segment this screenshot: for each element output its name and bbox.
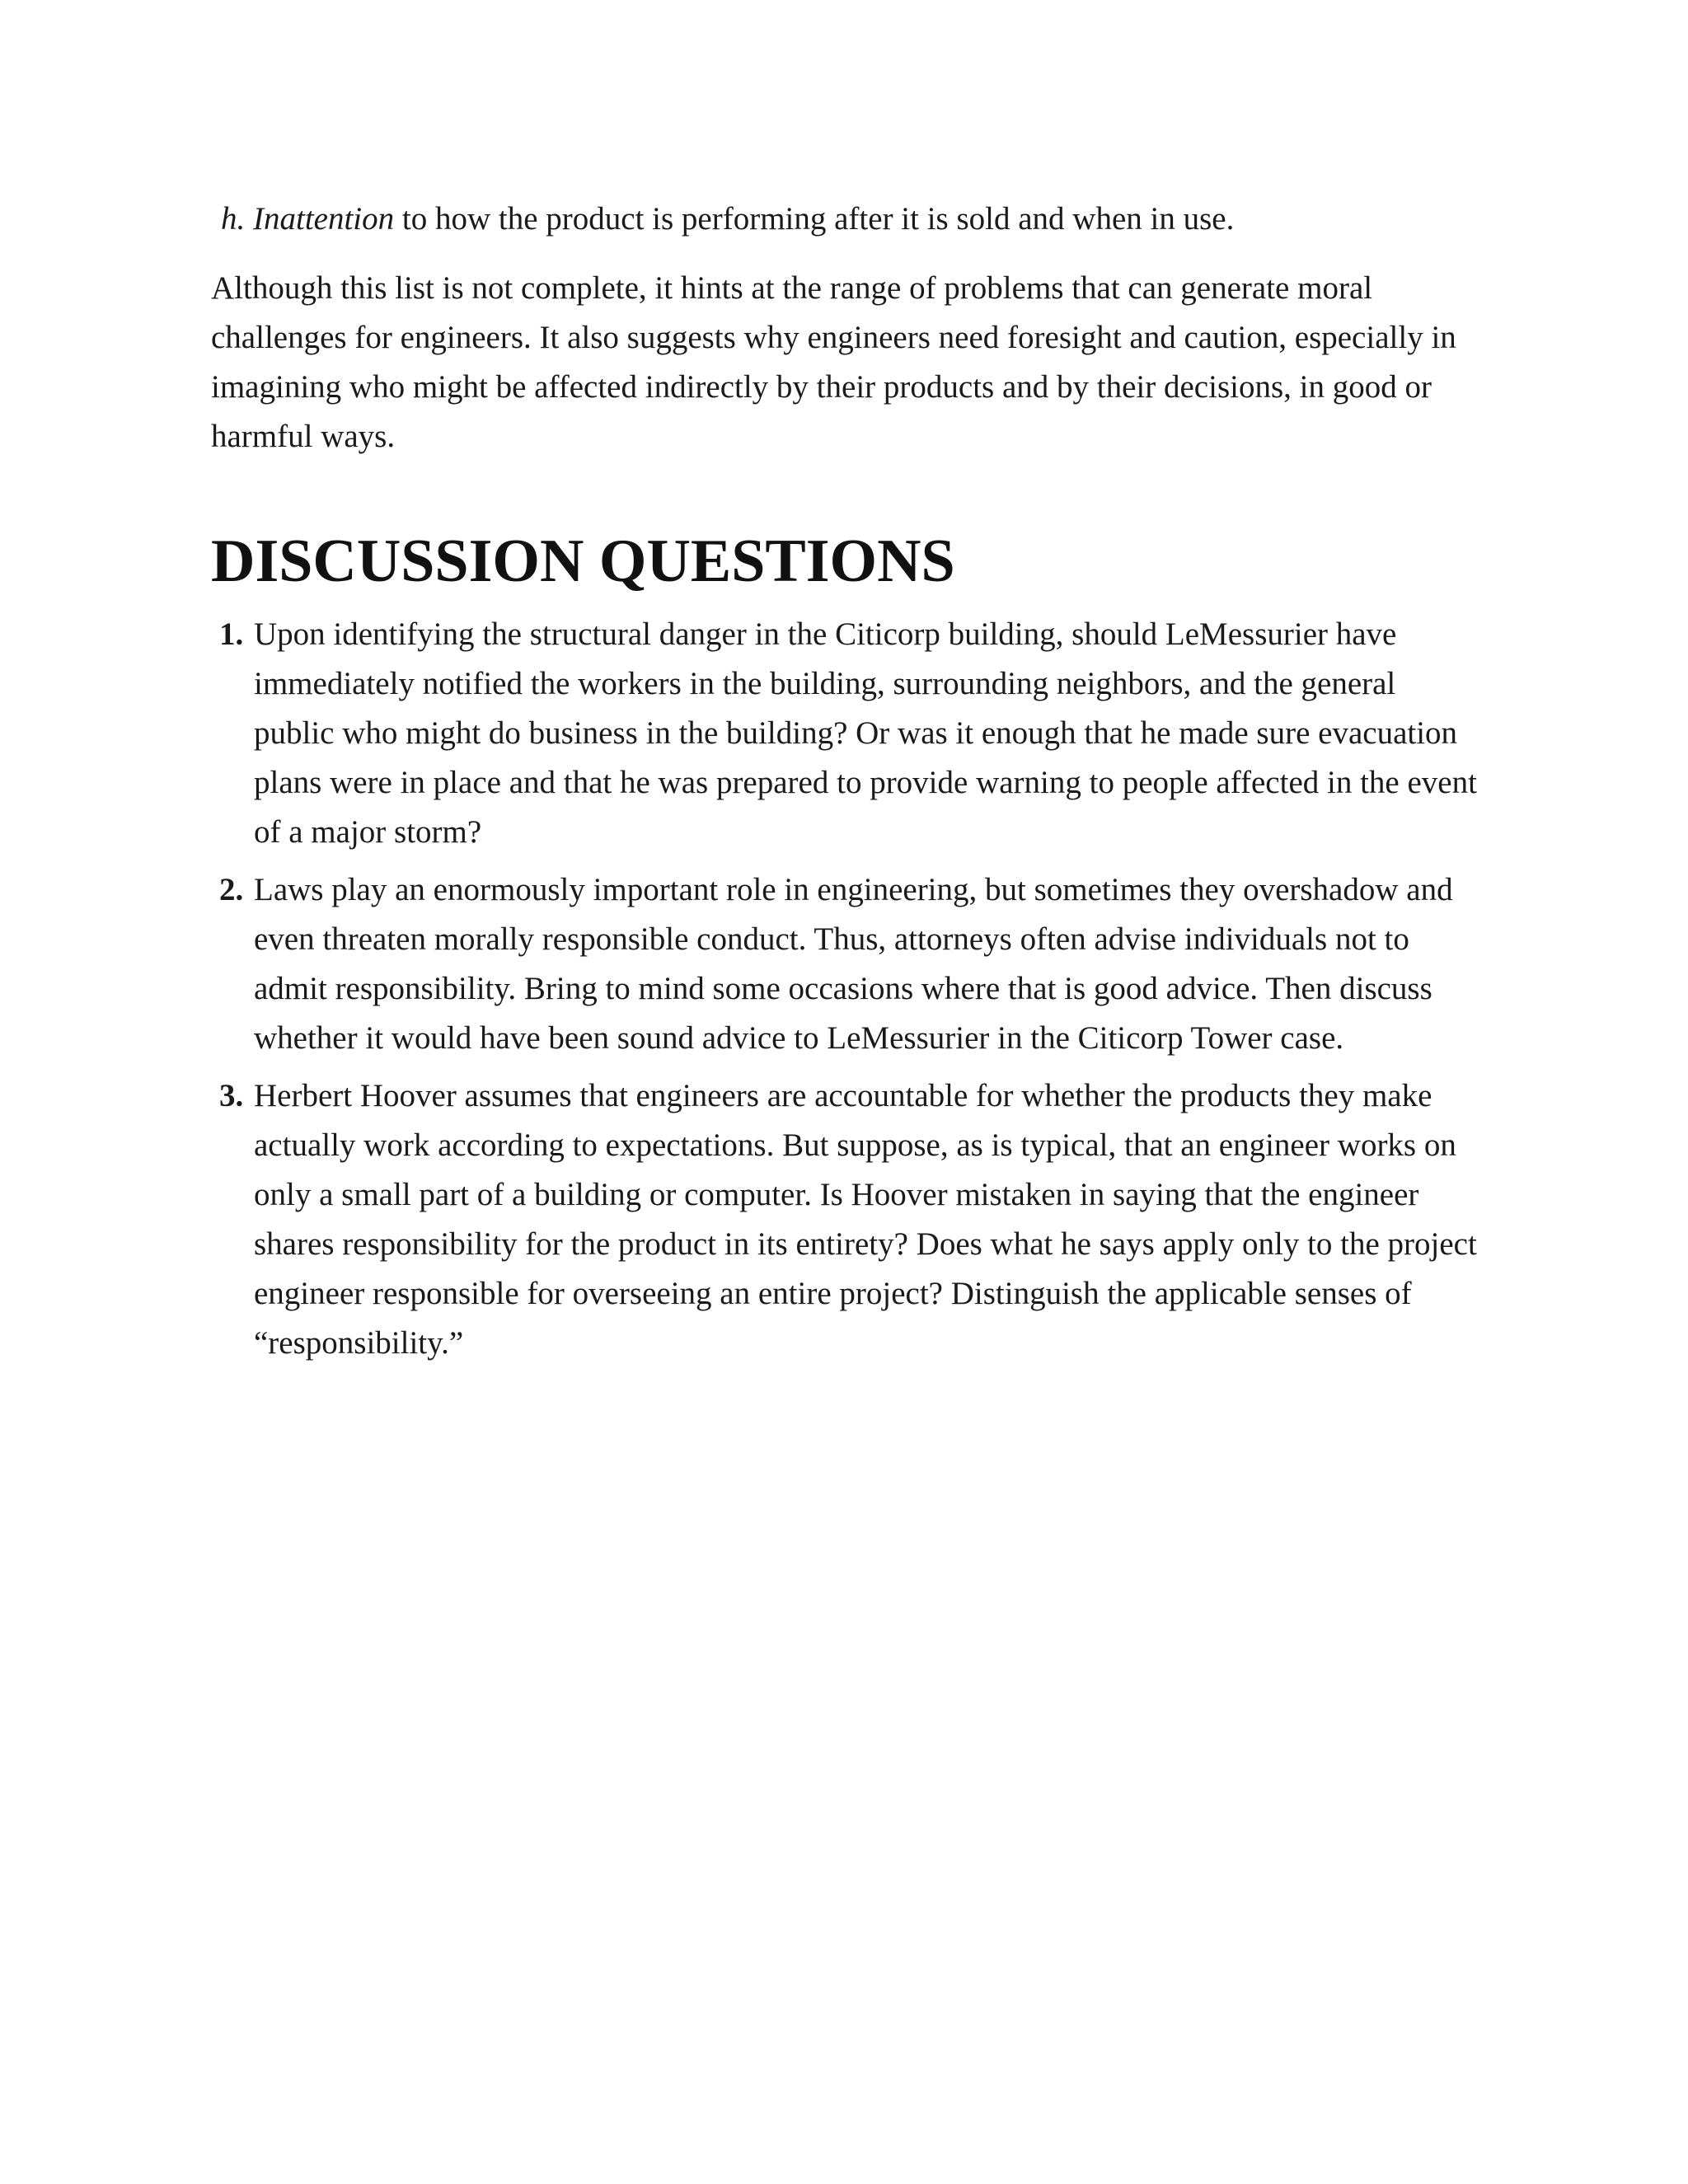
list-item-term: Inattention bbox=[253, 201, 395, 237]
document-page bbox=[211, 194, 1480, 1376]
question-item bbox=[211, 610, 1480, 857]
question-item bbox=[211, 1071, 1480, 1368]
question-text: Laws play an enormously important role in engineering, but sometimes they overshadow and even threaten morally responsible conduct. Thus, attorneys often advise individuals not to admit responsibility. Bring to mind some occasions where that is good advice. Then discuss whether it would have been sound advice to LeMessurier in the Citicorp Tower case. bbox=[254, 872, 1453, 1056]
question-text: Upon identifying the structural danger in the Citicorp building, should LeMessurier have immediately notified the workers in the building, surrounding neighbors, and the general public who might do business in the building? Or was it enough that he made sure evacuation plans were in place and that he was prepared to provide warning to people affected in the event of a major storm? bbox=[254, 616, 1477, 850]
question-text: Herbert Hoover assumes that engineers are accountable for whether the products they make actually work according to expectations. But suppose, as is typical, that an engineer works on only a small part of a building or computer. Is Hoover mistaken in saying that the engineer shares responsibility for the product in its entirety? Does what he says apply only to the project engineer responsible for overseeing an entire project? Distinguish the applicable senses of “responsibility.” bbox=[254, 1078, 1477, 1361]
question-number: 1. bbox=[219, 616, 244, 652]
list-item-h bbox=[221, 194, 1480, 244]
discussion-questions-list bbox=[211, 610, 1480, 1368]
question-number: 2. bbox=[219, 872, 244, 907]
section-heading: DISCUSSION QUESTIONS bbox=[211, 527, 955, 595]
question-number: 3. bbox=[219, 1078, 244, 1113]
list-item-marker: h. bbox=[221, 201, 246, 237]
list-item-text: to how the product is performing after it is sold and when in use. bbox=[394, 201, 1235, 237]
body-paragraph: Although this list is not complete, it hints at the range of problems that can generate moral challenges for engineers. It also suggests why engineers need foresight and caution, especially in imagining who might be affected indirectly by their products and by their decisions, in good or harmful ways. bbox=[211, 270, 1456, 454]
question-item bbox=[211, 865, 1480, 1063]
